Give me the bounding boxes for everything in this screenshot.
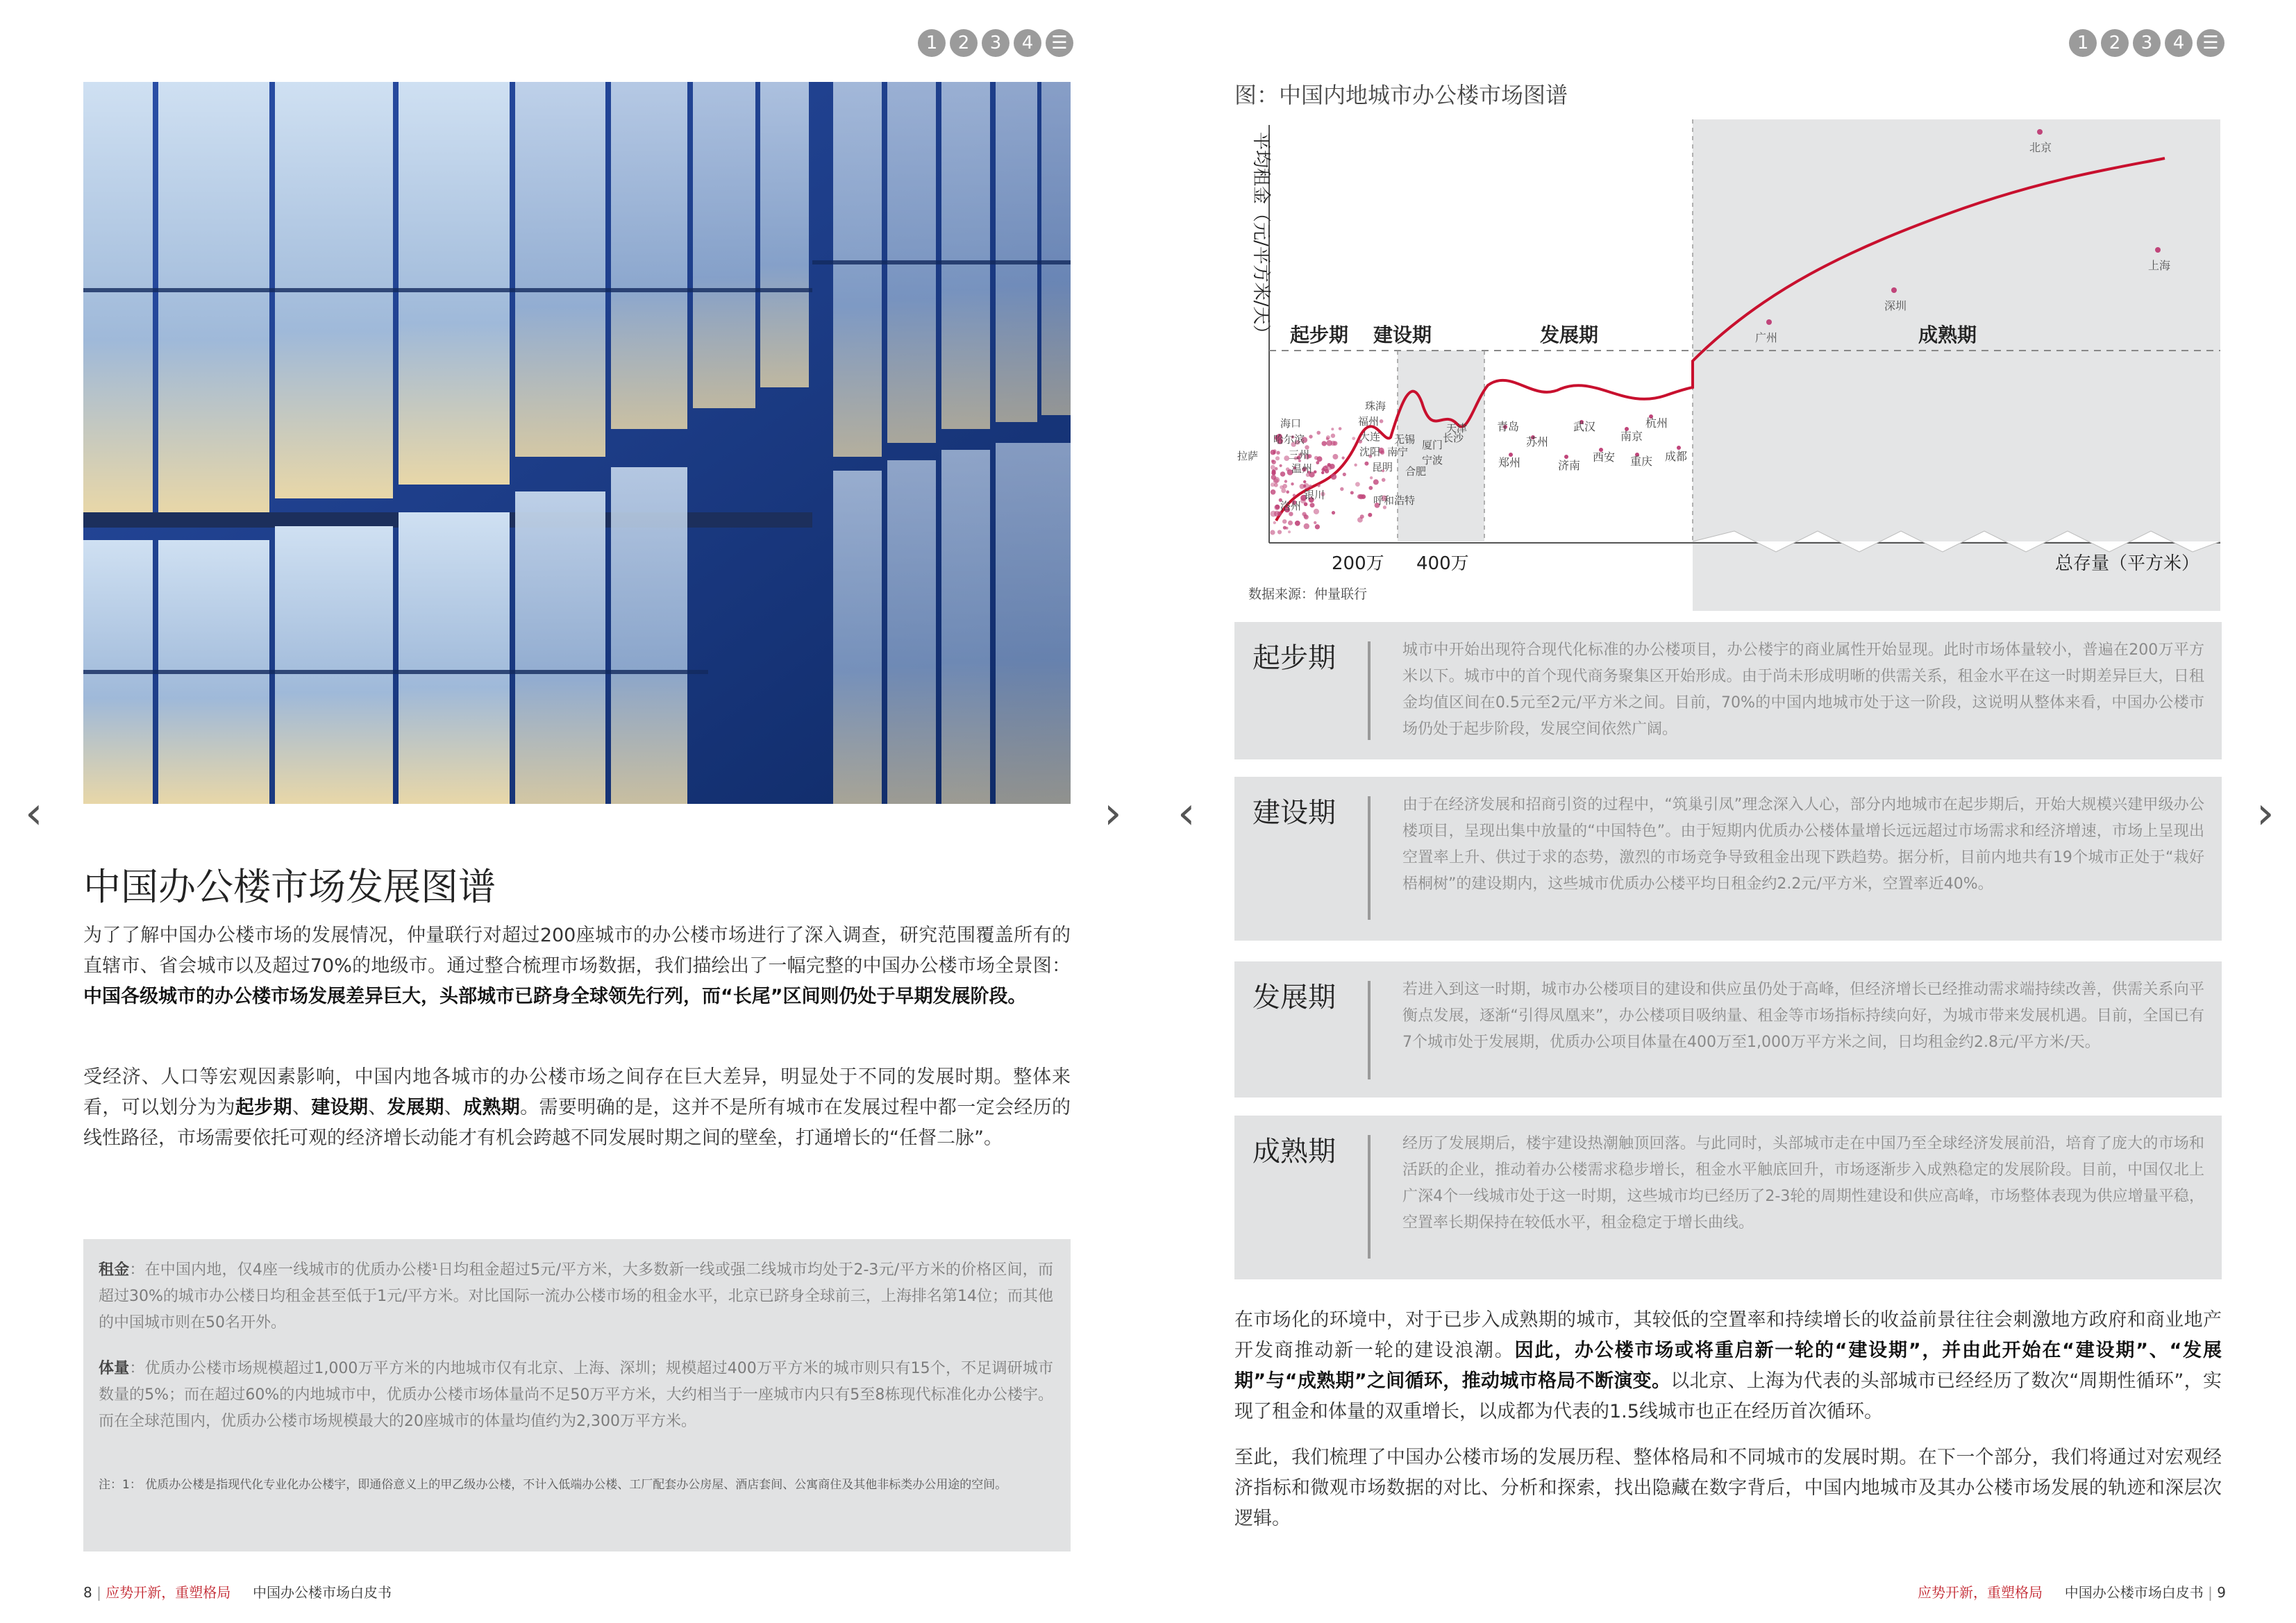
city-dot [1276,451,1280,455]
rent-label: 租金 [99,1261,130,1279]
stage-label-4: 成熟期 [1918,323,1977,346]
city-dot [1332,454,1338,460]
label-shenzhen: 深圳 [1884,299,1907,312]
stage-name: 成熟期 [1252,1136,1336,1168]
label-chongqing: 重庆 [1630,455,1653,468]
chart-title: 图：中国内地城市办公楼市场图谱 [1234,82,1568,108]
label-haerbin: 哈尔滨 [1273,433,1305,446]
city-dot [1273,521,1276,524]
city-dot [1282,519,1287,523]
city-dot [1277,530,1282,534]
summary-text: 至此，我们梳理了中国办公楼市场的发展历程、整体格局和不同城市的发展时期。在下一个部分，我们将通过对宏观经济指标和微观市场数据的对比、分析和探索，找出隐藏在数字背后，中国内地城市及其办公楼市场发展的轨迹和深层次逻辑。 [1234,1447,2222,1529]
next-page-arrow-icon-right[interactable]: › [2256,788,2274,839]
page-nav-3[interactable]: 3 [982,29,1009,57]
stage-name: 建设期 [1252,797,1336,829]
page-nav-3[interactable]: 3 [2133,29,2161,57]
label-chengdu: 成都 [1665,450,1688,463]
stages-paragraph [83,1062,1071,1154]
office-market-chart [1234,111,2227,611]
label-haikou: 海口 [1280,417,1302,430]
footer-title: 中国办公楼市场白皮书 [2064,1584,2204,1601]
label-zhuhai: 珠海 [1365,400,1386,412]
stage-word-4: 成熟期 [463,1097,521,1118]
city-dot [1283,526,1287,530]
city-dot [1281,488,1286,493]
footer-right: 应势开新，重塑格局 中国办公楼市场白皮书 | 9 [1918,1584,2226,1601]
label-beijing: 北京 [2029,141,2052,154]
label-huhehaote: 呼和浩特 [1373,494,1416,507]
city-dot [1339,427,1342,430]
label-suzhou: 苏州 [1526,435,1549,448]
footer-page-number: 8 [83,1584,92,1601]
city-dot [1331,434,1335,438]
prev-page-arrow-icon[interactable]: ‹ [25,788,43,839]
label-shenyang: 沈阳 [1359,446,1381,458]
intro-paragraph [83,920,1071,1012]
page-heading: 中国办公楼市场发展图谱 [83,865,496,909]
page-nav-1[interactable]: 1 [2069,29,2097,57]
page-nav-right [2069,29,2224,57]
stage-divider [1368,981,1371,1079]
chart-source: 数据来源：仲量联行 [1248,587,1368,602]
label-xian: 西安 [1593,451,1616,464]
y-axis-label: 平均租金（元/平方米/天） [1250,132,1271,343]
stage-word-1: 起步期 [235,1097,292,1118]
x-tick-200: 200万 [1332,553,1384,574]
footer-slogan: 应势开新，重塑格局 [1918,1584,2043,1601]
city-dot [1359,494,1364,499]
city-dot [1322,441,1327,446]
footer-page-number: 9 [2217,1584,2226,1601]
city-dot [1354,464,1357,466]
city-dot [1340,487,1343,491]
stage-name: 起步期 [1252,642,1336,674]
label-lasa: 拉萨 [1237,450,1259,462]
stage-box-4 [1234,1116,2222,1279]
page-nav-left [918,29,1073,57]
footer-title: 中国办公楼市场白皮书 [253,1584,392,1601]
city-dot [1284,480,1287,482]
stage-divider [1368,1135,1371,1259]
label-wuhan: 武汉 [1573,420,1596,433]
city-dot [1314,521,1316,524]
stage-sep-3: 、 [444,1097,464,1118]
label-wenzhou: 温州 [1291,462,1313,475]
city-dot [1332,511,1335,514]
stage-label-3: 发展期 [1540,323,1599,346]
page-nav-menu-icon[interactable]: ☰ [2197,29,2224,57]
city-dot [1295,521,1300,526]
page-nav-4[interactable]: 4 [2165,29,2193,57]
stage-word-2: 建设期 [311,1097,369,1118]
cycle-bold-text: 因此，办公楼市场或将重启新一轮的“建设期”，并由此开始在“建设期”、“发展期”与“成熟期”之间循环，推动城市格局不断演变。 [1234,1340,2222,1392]
city-dot [1310,503,1315,507]
city-dot [1316,431,1321,435]
cycle-text-a: 在市场化的环境中，对于已步入成熟期的城市，其较低的空置率和持续增长的收益前景往往会刺激地方政府和商业地产开发商推动新一轮的建设浪潮。 [1234,1309,2222,1361]
stage-text: 由于在经济发展和招商引资的过程中，“筑巢引凤”理念深入人心，部分内地城市在起步期后，开始大规模兴建甲级办公楼项目，呈现出集中放量的“中国特色”。由于短期内优质办公楼体量增长远远超过市场需求和经济增速，市场上呈现出空置率上升、供过于求的态势，激烈的市场竞争导致租金出现下跌趋势。据分析，目前内地共有19个城市正处于“栽好梧桐树”的建设期内，这些城市优质办公楼平均日租金约2.2元/平方米，空置率近40%。 [1402,796,2204,893]
stage-label-2: 建设期 [1373,323,1432,346]
city-dot [1273,451,1275,454]
stages-text-a: 受经济、人口等宏观因素影响，中国内地各城市的办公楼市场之间存在巨大差异，明显处于不同的发展时期。整体来看，可以划分为为 [83,1066,1071,1118]
building-photo [83,82,1071,804]
page-nav-4[interactable]: 4 [1014,29,1041,57]
city-dot [1317,456,1323,462]
rent-volume-box [83,1239,1071,1551]
x-axis-label: 总存量（平方米） [2054,553,2199,574]
point-guangzhou [1766,319,1772,325]
city-dot [1317,484,1321,487]
city-dot [1370,476,1373,479]
city-dot [1350,491,1354,494]
intro-bold-text: 中国各级城市的办公楼市场发展差异巨大，头部城市已跻身全球领先行列，而“长尾”区间则仍处于早期发展阶段。 [83,986,1027,1007]
city-dot [1270,530,1275,535]
volume-paragraph [99,1356,1053,1435]
footer-left: 8 | 应势开新，重塑格局 中国办公楼市场白皮书 [83,1584,392,1601]
city-dot [1331,428,1334,430]
label-guangzhou: 广州 [1755,331,1778,344]
stage-box-1 [1234,622,2222,759]
city-dot [1343,473,1346,476]
label-ningbo: 宁波 [1422,454,1443,466]
city-dot [1275,467,1278,471]
label-changsha: 长沙 [1443,432,1464,444]
city-dot [1271,511,1277,517]
city-dot [1321,471,1324,474]
city-dot [1275,505,1280,510]
city-dot [1303,514,1307,519]
city-dot [1303,485,1306,487]
city-dot [1280,464,1282,467]
city-dot [1293,494,1296,496]
label-qingdao: 青岛 [1497,420,1520,433]
page-nav-1[interactable]: 1 [918,29,946,57]
stage-name: 发展期 [1252,982,1336,1014]
stage-divider [1368,796,1371,920]
label-sanzhou: 三州 [1289,448,1310,461]
city-dot [1327,464,1332,470]
city-dot [1271,465,1275,470]
city-dot [1342,457,1345,460]
label-fuzhou: 福州 [1358,415,1380,428]
city-dot [1355,482,1360,487]
stages-text-b: 。需要明确的是，这并不是所有城市在发展过程中都一定会经历的线性路径，市场需要依托可观的经济增长动能才有机会跨越不同发展时期之间的壁垒，打通增长的“任督二脉”。 [83,1097,1071,1149]
city-dot [1382,478,1386,482]
building-photo-art [83,82,1071,804]
prev-page-arrow-icon-right[interactable]: ‹ [1178,788,1196,839]
city-dot [1364,462,1368,466]
city-dot [1368,513,1372,517]
label-nanning: 南宁 [1387,446,1409,458]
label-xiamen: 厦门 [1422,439,1443,451]
stage-sep-2: 、 [368,1097,387,1118]
city-dot [1288,521,1293,525]
city-dot [1309,485,1312,488]
page-nav-2[interactable]: 2 [950,29,978,57]
label-dalian: 大连 [1359,430,1381,443]
point-shenzhen [1891,287,1897,293]
city-dot [1326,440,1332,446]
intro-text: 为了了解中国办公楼市场的发展情况，仲量联行对超过200座城市的办公楼市场进行了深入调查，研究范围覆盖所有的直辖市、省会城市以及超过70%的地级市。通过整合梳理市场数据，我们描绘出了一幅完整的中国办公楼市场全景图： [83,925,1071,977]
cycle-text-b: 以北京、上海为代表的头部城市已经经历了数次“周期性循环”，实现了租金和体量的双重增长，以成都为代表的1.5线城市也正在经历首次循环。 [1234,1370,2222,1422]
city-dot [1271,489,1276,495]
city-dot [1286,490,1289,494]
volume-label: 体量 [99,1360,130,1377]
stage-text: 城市中开始出现符合现代化标准的办公楼项目，办公楼宇的商业属性开始显现。此时市场体量较小，普遍在200万平方米以下。城市中的首个现代商务聚集区开始形成。由于尚未形成明晰的供需关系，租金水平在这一时期差异巨大，日租金均值区间在0.5元至2元/平方米之间。目前，70%的中国内地城市处于这一阶段，这说明从整体来看，中国办公楼市场仍处于起步阶段，发展空间依然广阔。 [1402,641,2204,738]
cycle-paragraph [1234,1305,2222,1427]
city-dot [1315,524,1320,529]
stage-divider [1368,641,1371,740]
stage-text: 经历了发展期后，楼宇建设热潮触顶回落。与此同时，头部城市走在中国乃至全球经济发展前沿，培育了庞大的市场和活跃的企业，推动着办公楼需求稳步增长，租金水平触底回升，市场逐渐步入成熟稳定的发展阶段。目前，中国仅北上广深4个一线城市处于这一时期，这些城市均已经历了2-3轮的周期性建设和供应高峰，市场整体表现为供应增量平稳，空置率长期保持在较低水平，租金稳定于增长曲线。 [1402,1135,2204,1231]
stage-label-1: 起步期 [1290,323,1349,346]
rent-paragraph [99,1257,1053,1336]
city-dot [1272,460,1276,464]
city-dot [1331,473,1337,480]
city-dot [1291,482,1293,485]
rent-text: ：在中国内地，仅4座一线城市的优质办公楼¹日均租金超过5元/平方米，大多数新一线或强二线城市均处于2-3元/平方米的价格区间，而超过30%的城市办公楼日均租金甚至低于1元/平方米。对比国际一流办公楼市场的租金水平，北京已跻身全球前三，上海排名第14位；而其他的中国城市则在50名开外。 [99,1261,1053,1331]
label-nanjing: 南京 [1620,430,1643,443]
city-dot [1368,486,1373,490]
stage-text: 若进入到这一时期，城市办公楼项目的建设和供应虽仍处于高峰，但经济增长已经推动需求端持续改善，供需关系向平衡点发展，逐渐“引得凤凰来”，办公楼项目吸纳量、租金等市场指标持续向好，为城市带来发展机遇。目前，全国已有7个城市处于发展期，优质办公项目体量在400万至1,000万平方米之间，日均租金约2.8元/平方米/天。 [1402,981,2204,1051]
label-yinchuan: 银川 [1304,489,1325,501]
point-shanghai [2155,247,2161,253]
label-zhengzhou: 郑州 [1498,456,1521,469]
stage-sep-1: 、 [292,1097,312,1118]
x-tick-400: 400万 [1416,553,1469,574]
developing-city-points [1497,414,1687,472]
label-kunming: 昆明 [1372,461,1393,473]
stage-box-3 [1234,961,2222,1098]
point-beijing [2037,129,2043,135]
city-dot [1282,484,1287,489]
page-nav-menu-icon[interactable]: ☰ [1046,29,1073,57]
city-dot [1288,530,1291,533]
city-dot [1303,480,1306,483]
footnote: 注：1： 优质办公楼是指现代化专业化办公楼宇，即通俗意义上的甲乙级办公楼，不计入低端办公楼、工厂配套办公房屋、酒店套间、公寓商住及其他非标类办公用途的空间。 [99,1478,1007,1492]
label-hefei: 合肥 [1405,465,1427,478]
volume-text: ：优质办公楼市场规模超过1,000万平方米的内地城市仅有北京、上海、深圳；规模超过400万平方米的城市则只有15个，不足调研城市数量的5%；而在超过60%的内地城市中，优质办公楼市场体量尚不足50万平方米，大约相当于一座城市内只有5至8栋现代标准化办公楼宇。而在全球范围内，优质办公楼市场规模最大的20座城市的体量均值约为2,300万平方米。 [99,1360,1053,1430]
city-dot [1352,437,1355,440]
stage-box-2 [1234,777,2222,941]
city-dot [1304,523,1309,529]
city-dot [1373,479,1379,485]
stage-word-3: 发展期 [387,1097,444,1118]
city-dot [1326,437,1329,440]
city-dot [1275,456,1280,460]
city-dot [1360,514,1364,519]
label-tianjin: 天津 [1446,422,1468,435]
label-shanghai: 上海 [2148,259,2171,272]
next-page-arrow-icon[interactable]: › [1104,788,1122,839]
city-dot [1280,471,1285,476]
label-luozhou: 洛州 [1280,500,1302,512]
summary-paragraph [1234,1443,2222,1534]
label-wuxi: 无锡 [1394,433,1416,446]
label-jinan: 济南 [1558,459,1581,472]
page-nav-2[interactable]: 2 [2101,29,2129,57]
city-dot [1273,478,1279,484]
city-dot [1272,469,1276,473]
city-dot [1380,419,1384,423]
footer-slogan: 应势开新，重塑格局 [106,1584,231,1601]
city-dot [1309,435,1312,438]
label-hangzhou: 杭州 [1645,417,1668,430]
city-dot [1314,509,1319,514]
city-dot [1274,483,1278,487]
city-dot [1289,512,1293,516]
